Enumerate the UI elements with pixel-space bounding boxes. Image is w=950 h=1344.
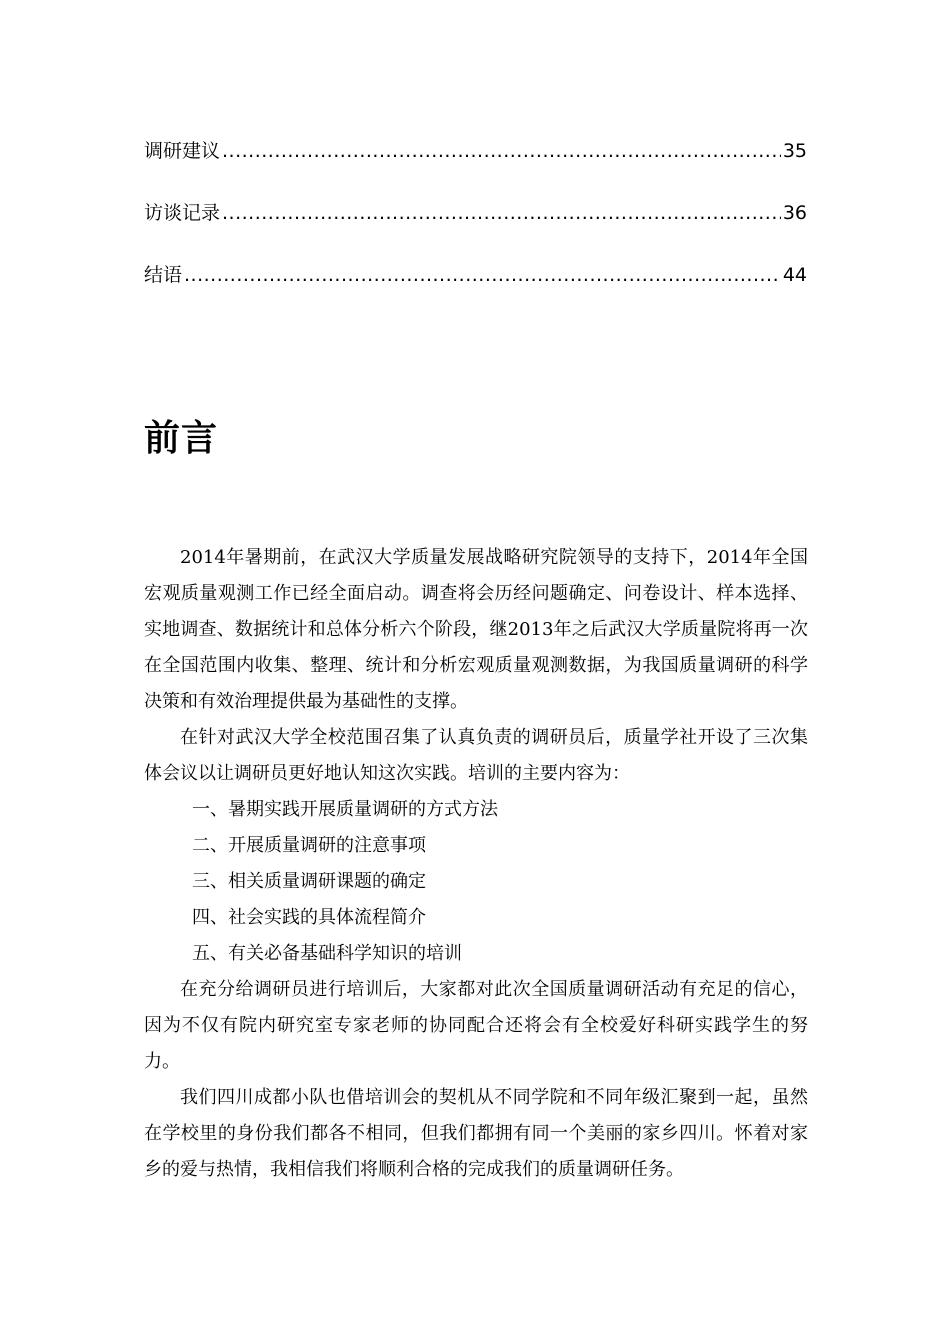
table-of-contents xyxy=(144,133,807,319)
toc-entry-conclusion[interactable] xyxy=(144,257,807,293)
paragraph-confidence: 在充分给调研员进行培训后，大家都对此次全国质量调研活动有充足的信心，因为不仅有院内研究室专家老师的协同配合还将会有全校爱好科研实践学生的努力。 xyxy=(144,979,808,1072)
list-item: 一、暑期实践开展质量调研的方式方法 xyxy=(192,799,498,820)
preface-body xyxy=(144,540,808,1188)
list-item: 三、相关质量调研课题的确定 xyxy=(192,871,426,892)
toc-entry-title: 调研建议 xyxy=(144,140,221,162)
toc-entry-title: 结语 xyxy=(144,264,183,286)
paragraph-training: 在针对武汉大学全校范围召集了认真负责的调研员后，质量学社开设了三次集体会议以让调研员更好地认知这次实践。培训的主要内容为： xyxy=(144,727,808,784)
section-heading-preface: 前言 xyxy=(144,418,219,459)
toc-entry-page: 35 xyxy=(782,140,807,162)
toc-entry-page: 44 xyxy=(782,264,807,286)
toc-dot-leader xyxy=(222,133,781,169)
paragraph-team: 我们四川成都小队也借培训会的契机从不同学院和不同年级汇聚到一起，虽然在学校里的身份我们都各不相同，但我们都拥有同一个美丽的家乡四川。怀着对家乡的爱与热情，我相信我们将顺利合格的完成我们的质量调研任务。 xyxy=(144,1087,808,1180)
toc-entry-title: 访谈记录 xyxy=(144,202,221,224)
list-item: 四、社会实践的具体流程简介 xyxy=(192,907,426,928)
toc-dot-leader xyxy=(222,195,781,231)
toc-entry-interviews[interactable] xyxy=(144,195,807,231)
paragraph-intro: 2014年暑期前，在武汉大学质量发展战略研究院领导的支持下，2014年全国宏观质量观测工作已经全面启动。调查将会历经问题确定、问卷设计、样本选择、实地调查、数据统计和总体分析六个阶段，继2013年之后武汉大学质量院将再一次在全国范围内收集、整理、统计和分析宏观质量观测数据，为我国质量调研的科学决策和有效治理提供最为基础性的支撑。 xyxy=(144,547,808,712)
training-list xyxy=(144,792,808,972)
list-item: 二、开展质量调研的注意事项 xyxy=(192,835,426,856)
list-item: 五、有关必备基础科学知识的培训 xyxy=(192,943,462,964)
toc-entry-page: 36 xyxy=(782,202,807,224)
toc-entry-suggestions[interactable] xyxy=(144,133,807,169)
toc-dot-leader xyxy=(184,257,781,293)
